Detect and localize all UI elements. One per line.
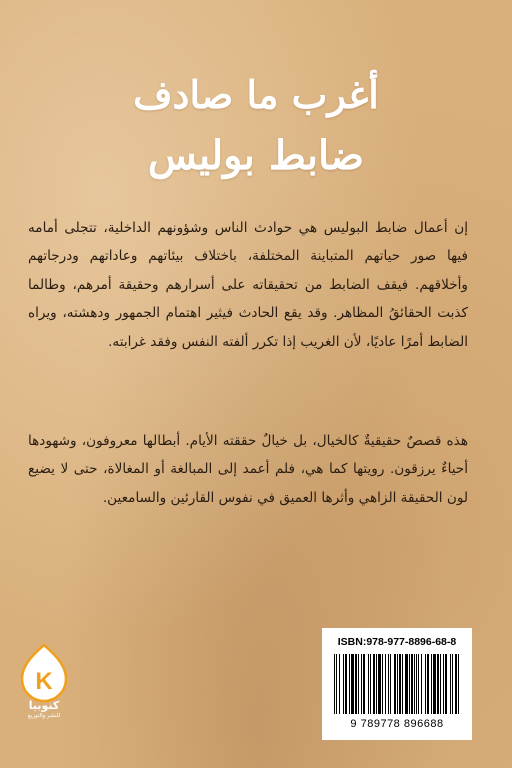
description-paragraph-2: هذه قصصٌ حقيقيةٌ كالخيال، بل خيالٌ حققته الأيام. أبطالها معروفون، وشهودها أحياءٌ يرزقون. رويتها كما هي، فلم أعمد إلى المبالغة أو المغالاة، حتى لا يضيع لون الحقيقة الزاهي وأثرها العميق في نفوس القارئين والسامعين. <box>28 432 468 506</box>
barcode-icon <box>330 654 464 716</box>
publisher-tagline: للنشر والتوزيع <box>27 713 61 719</box>
book-title-line-1: أغرب ما صادف <box>133 72 379 117</box>
isbn-label: ISBN:978-977-8896-68-8 <box>337 636 457 648</box>
logo-letter: K <box>35 668 53 695</box>
description-paragraph-1: إن أعمال ضابط البوليس هي حوادث الناس وشؤونهم الداخلية، تتجلى أمامه فيها صور حياتهم المتباينة المختلفة، باختلاف بيئاتهم وعاداتهم ودرجاتهم وأخلاقهم. فيقف الضابط من تحقيقاته على أسرارهم وحقيقة أمرهم، وطالما كذبت الحقائقُ المظاهر. وقد يقع الحادث فيثير اهتمام الجمهور ودهشته، ويراه الضابط أمرًا عاديًا، لأن الغريب إذا تكرر ألفته النفس وفقد غرابته. <box>28 219 468 350</box>
barcode-box <box>322 628 472 740</box>
barcode-digits: 9 789778 896688 <box>350 718 444 730</box>
publisher-name: كنوبيا <box>28 699 60 712</box>
book-title-line-2: ضابط بوليس <box>147 132 365 179</box>
publisher-logo <box>18 643 70 719</box>
